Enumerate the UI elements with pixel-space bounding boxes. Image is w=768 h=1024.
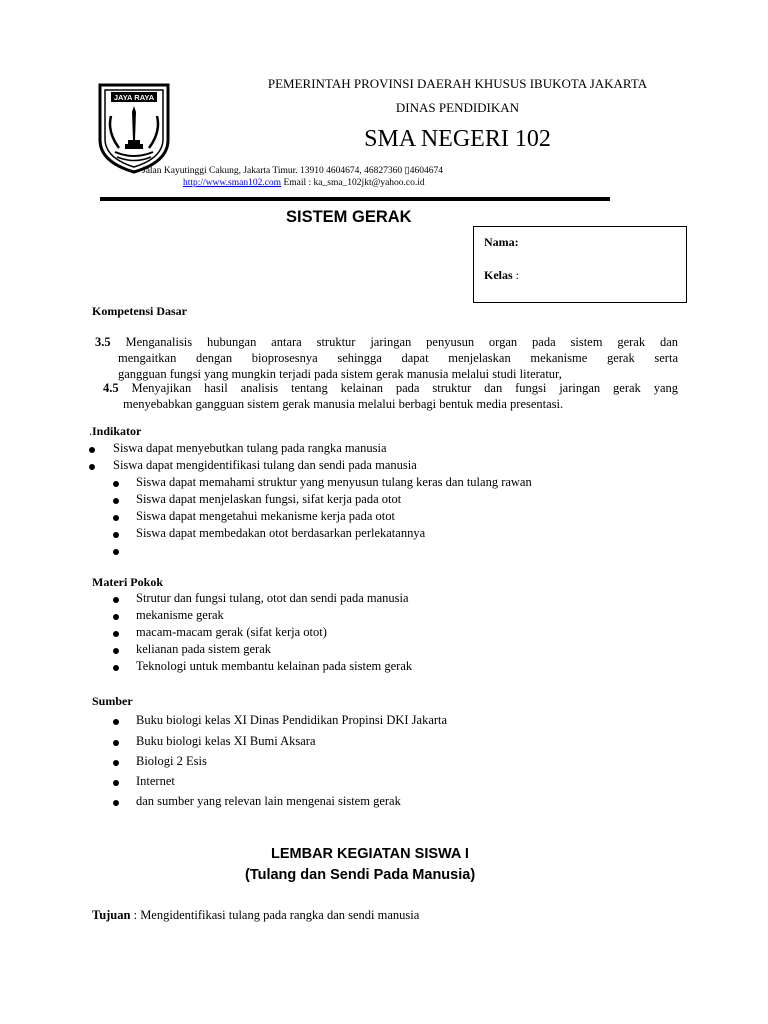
- header-divider: [100, 197, 610, 201]
- materi-list: Strutur dan fungsi tulang, otot dan sendi pada manusia mekanisme gerak macam-macam gerak (sifat kerja otot) kelianan pada sistem gerak Teknologi untuk membantu kelainan pada sistem gerak: [113, 591, 673, 681]
- page-title: SISTEM GERAK: [286, 208, 412, 226]
- indikator-heading: .Indikator: [89, 424, 142, 438]
- kd-3-5: 3.5 Menganalisis hubungan antara struktur jaringan penyusun organ pada sistem gerak dan mengaitkan dengan bioprosesnya sehingga dapat menjelaskan mekanisme gerak serta gangguan fungsi yang mungkin terjadi pada sistem gerak manusia melalui studi literatur,: [95, 335, 678, 381]
- jaya-raya-logo: [97, 82, 171, 174]
- kompetensi-heading: Kompetensi Dasar: [92, 304, 187, 318]
- header-government: PEMERINTAH PROVINSI DAERAH KHUSUS IBUKOTA JAKARTA: [267, 76, 648, 91]
- student-info-box: [473, 226, 687, 303]
- contact-line: [183, 178, 425, 188]
- lks-title: LEMBAR KEGIATAN SISWA I: [271, 846, 469, 862]
- kd-4-5: 4.5 Menyajikan hasil analisis tentang kelainan pada struktur dan fungsi jaringan gerak yang menyebabkan gangguan sistem gerak manusia melalui berbagi bentuk media presentasi.: [103, 381, 678, 411]
- nama-label: Nama:: [484, 235, 519, 249]
- sumber-heading: Sumber: [92, 694, 133, 708]
- email-text: Email : ka_sma_102jkt@yahoo.co.id: [281, 178, 425, 188]
- header-department: DINAS PENDIDIKAN: [395, 100, 520, 115]
- website-link[interactable]: http://www.sman102.com: [183, 178, 282, 188]
- materi-heading: Materi Pokok: [92, 575, 163, 589]
- school-name: SMA NEGERI 102: [364, 126, 551, 152]
- tujuan-line: Tujuan : Mengidentifikasi tulang pada rangka dan sendi manusia: [92, 908, 420, 922]
- school-address: Jalan Kayutinggi Cakung, Jakarta Timur. 13910 4604674, 46827360 ▯4604674: [142, 166, 444, 176]
- lks-subtitle: (Tulang dan Sendi Pada Manusia): [245, 867, 476, 883]
- kelas-label: Kelas :: [484, 268, 520, 282]
- logo-text: JAYA RAYA: [113, 93, 155, 102]
- indikator-list: Siswa dapat menyebutkan tulang pada rangka manusia Siswa dapat mengidentifikasi tulang dan sendi pada manusia Siswa dapat memahami struktur yang menyusun tulang keras dan tulang rawan Siswa dapat menjelaskan fungsi, sifat kerja pada otot Siswa dapat mengetahui mekanisme kerja pada otot Siswa dapat membedakan otot berdasarkan perlekatannya: [89, 441, 689, 561]
- sumber-list: Buku biologi kelas XI Dinas Pendidikan Propinsi DKI Jakarta Buku biologi kelas XI Bumi Aksara Biologi 2 Esis Internet dan sumber yang relevan lain mengenai sistem gerak: [113, 713, 673, 823]
